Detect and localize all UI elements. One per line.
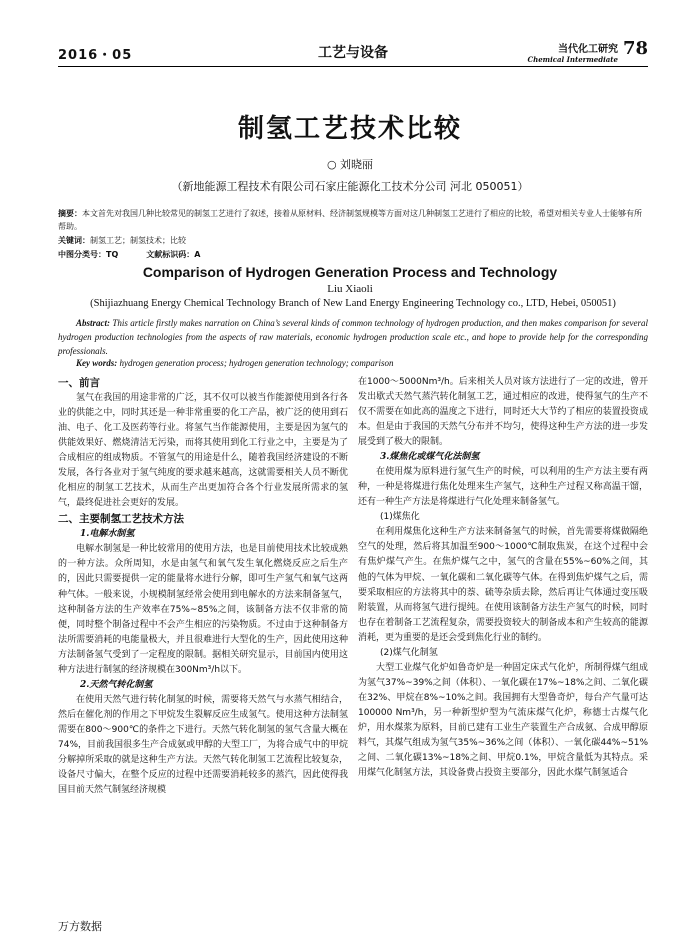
english-affiliation: (Shijiazhuang Energy Chemical Technology Branch of New Land Energy Engineering Technology co., LTD, Hebei, 050051) <box>90 298 616 309</box>
section-heading: 一、前言 <box>58 377 100 389</box>
paragraph: 在使用煤为原料进行氢气生产的时候，可以利用的生产方法主要有两种，一种是将煤进行焦化处理来生产氢气，这种生产过程又称高温干馏，还有一种生产方法是将煤进行气化处理来制备氢气。 <box>358 467 648 508</box>
keywords-cn <box>58 235 648 246</box>
left-column <box>58 375 348 798</box>
keywords-label: 关键词： <box>58 236 90 245</box>
english-abstract-label: Abstract: <box>76 318 111 328</box>
paragraph: 在使用天然气进行转化制氢的时候，需要将天然气与水蒸气相结合，然后在催化剂的作用之下甲烷发生裂解反应生成氢气。使用这种方法制氢需要在800～900℃的条件之下进行。天然气转化制氢的氢气含量大概在74%，目前我国很多生产合成氨或甲醇的大型工厂，为将合成气中的甲烷分解掉所采取的就是这种生产方法。天然气转化制氢工艺流程比较复杂，设备尺寸偏大，在整个反应的过程中还需要消耗较多的蒸汽，因此使得我国目前天然气制氢经济规模 <box>58 694 349 796</box>
english-author: Liu Xiaoli <box>327 283 373 295</box>
article-title: 制氢工艺技术比较 <box>237 114 462 144</box>
subsection-heading: 1.电解水制氢 <box>80 529 135 540</box>
paragraph: 在1000～5000Nm³/h。后来相关人员对该方法进行了一定的改进，曾开发出歇式天然气蒸汽转化制氢工艺，通过相应的改进，使得氢气的生产不仅不需要在如此高的温度之下进行，同时还大大节约了相应的装置投资成本。但是由于我国的天然气分布并不均匀，使得这种生产方法的进一步发展受到了极大的限制。 <box>358 377 648 448</box>
english-keywords-label: Key words: <box>76 358 118 368</box>
section-title: 工艺与设备 <box>318 45 388 61</box>
subsection-heading: 3.煤焦化或煤气化法制氢 <box>380 452 480 463</box>
keywords-text: 制氢工艺；制氢技术；比较 <box>90 236 186 245</box>
section-heading: 二、主要制氢工艺技术方法 <box>58 513 184 526</box>
paragraph: 电解水制氢是一种比较常用的使用方法，也是目前使用技术比较成熟的一种方法。众所周知，水是由氢气和氧气发生氧化燃烧反应之后生产的，因此只需要提供一定的能量将水进行分解，即可生产氢气和氧气这两种气体。一般来说，小规模制氢经常会使用到电解水的方法来制备氢气，这种制备方法的生产效率在75%~85%之间，该制备方法不仅非常的简便，同时整个制备过程中不会产生相应的污染物质。不过由于这种制备方法所需要消耗的电能量极大，并且很难进行大型化的生产，因此使用这种方法制备氢气受到了一定程度的限制。据相关研究显示，目前国内使用这种方法进行制氢的经济规模在300Nm³/h以下。 <box>58 544 348 675</box>
english-keywords <box>76 358 648 368</box>
subsubsection-heading: (1)煤焦化 <box>380 512 420 523</box>
header-rule <box>58 66 648 67</box>
doc-code-value: A <box>194 250 201 259</box>
subsubsection-heading: (2)煤气化制氢 <box>380 647 438 658</box>
right-column <box>358 375 648 781</box>
journal-name-cn: 当代化工研究 <box>558 44 618 55</box>
abstract-label: 摘要： <box>58 209 82 218</box>
paragraph: 在利用煤焦化这种生产方法来制备氢气的时候，首先需要将煤做隔绝空气的处理，然后将其加温至900～1000℃制取焦炭，在这个过程中会有焦炉煤气产生。在焦炉煤气之中，氢气的含量在55%~60%之间，其他的气体为甲烷、一氧化碳和二氧化碳等气体。在得到焦炉煤气之后，需要采取相应的方法将其中的萘、硫等杂质去除，然后再让气体通过变压吸附装置，从而将氢气进行提纯。在使用该制备方法生产氢气的时候，同时也存在着制备工艺流程复杂，需要投资较大的制备成本和产生较高的能源消耗，更为重要的是还会受到焦化行业的制约。 <box>358 527 648 643</box>
footer-watermark: 万方数据 <box>58 920 102 933</box>
classification <box>58 249 648 260</box>
subsection-heading: 2.天然气转化制氢 <box>80 679 153 690</box>
journal-name <box>528 40 618 64</box>
paragraph: 大型工业煤气化炉如鲁奇炉是一种固定床式气化炉，所制得煤气组成为氢气37%~39%之间（体积）、一氧化碳在17%~18%之间、二氧化碳在32%、甲烷在8%~10%之间。我国拥有大型鲁奇炉，每台产气量可达100000 Nm³/h，另一种新型炉型为气流床煤气化炉，称德士古煤气化炉，用水煤浆为原料，目前已建有工业生产装置生产合成氨、合成甲醇原料气，其煤气组成为氢气35%~36%之间（体积）、一氧化碳44%~51%之间、二氧化碳13%~18%之间、甲烷0.1%，甲烷含量低为其特点。采用煤气化制氢方法，其设备费占投资主要部分，因此水煤气制氢适合 <box>358 662 648 779</box>
english-abstract <box>58 316 648 358</box>
issue-number: 2016・05 <box>58 48 133 63</box>
english-keywords-text: hydrogen generation process; hydrogen generation technology; comparison <box>119 358 394 368</box>
paragraph: 氢气在我国的用途非常的广泛，其不仅可以被当作能源使用到各行各业的供能之中，同时其还是一种非常重要的化工产品，被广泛的使用到石油、电子、化工及医药等行业。将氢气当作能源使用，主要是因为氢气的供能效果好、燃烧清洁无污染，而将其使用到化工行业之中，主要是为了合成相应的组成物质。不管氢气的用途是什么，随着我国经济建设的不断发展，各行各业对于氢气纯度的要求越来越高，这就需要相关人员不断优化相应的制氢工艺技术，从而生产出更加符合各个行业发展所需求的氢气，最终促进社会更好的发展。 <box>58 393 348 509</box>
page-number: 78 <box>622 38 648 59</box>
clc-value: TQ <box>106 250 119 259</box>
abstract-text: 本文首先对我国几种比较常见的制氢工艺进行了叙述，接着从原材料、经济制氢规模等方面对这几种制氢工艺进行了相应的比较，希望对相关专业人士能够有所帮助。 <box>58 209 642 231</box>
journal-name-en: Chemical Intermediate <box>527 55 618 64</box>
doc-code-label: 文献标识码： <box>146 250 195 259</box>
affiliation: （新地能源工程技术有限公司石家庄能源化工技术分公司 河北 050051） <box>171 180 529 193</box>
english-abstract-text: This article firstly makes narration on China’s several kinds of common technology of hydrogen production, and then makes comparison for several hydrogen production technologies from the aspects of raw materials, economic hydrogen production scale etc., and hope to provide help for the corresponding professionals. <box>58 318 649 356</box>
abstract-cn <box>58 207 648 233</box>
page-header <box>58 40 648 66</box>
author: ○ 刘晓丽 <box>326 158 374 171</box>
english-title: Comparison of Hydrogen Generation Process and Technology <box>142 264 558 280</box>
clc-label: 中图分类号： <box>58 250 106 259</box>
